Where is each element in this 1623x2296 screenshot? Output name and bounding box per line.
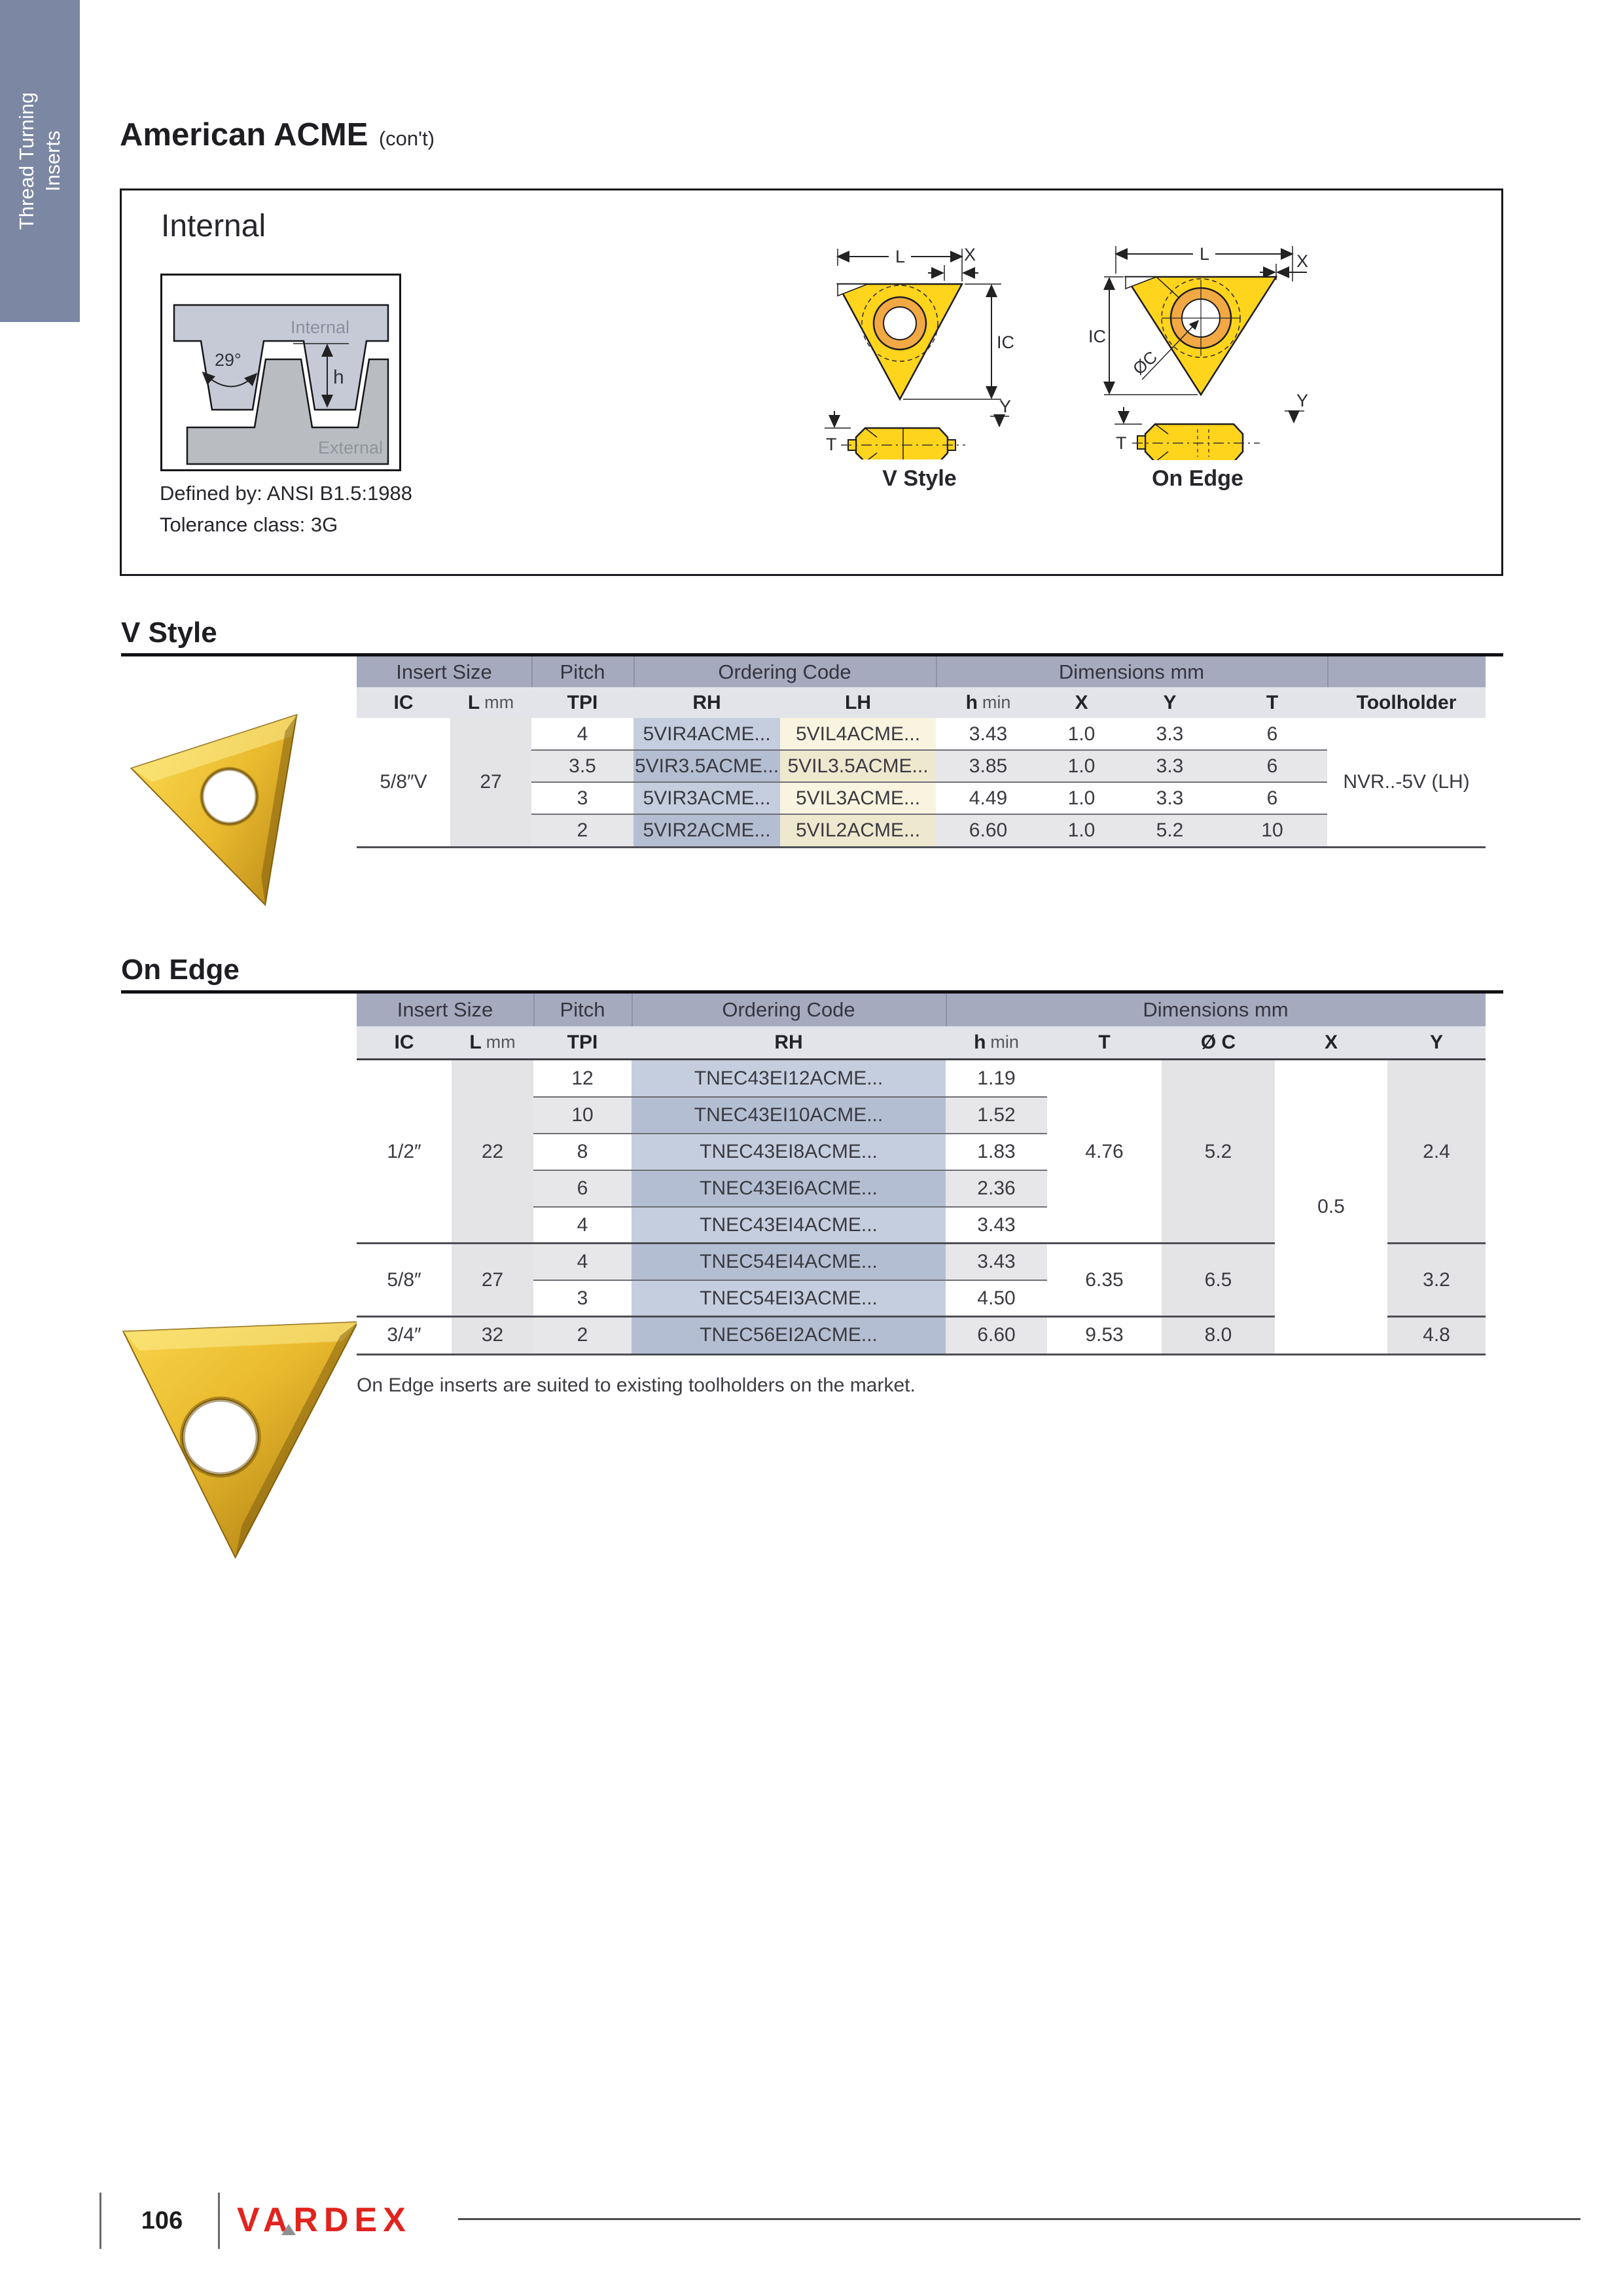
v-col-lh: LH: [845, 691, 871, 713]
table-cell: 4: [533, 1207, 632, 1244]
table-cell: 3.5: [531, 750, 633, 782]
v-style-insert-photo: [126, 699, 342, 928]
angle-label: 29°: [215, 350, 241, 370]
h-dim-label: h: [333, 367, 344, 388]
sidebar-tab-line2: Inserts: [41, 130, 64, 192]
table-cell: TNEC43EI6ACME...: [632, 1170, 946, 1207]
vardex-logo-triangle: [281, 2224, 296, 2235]
defined-by-text: Defined by: ANSI B1.5:1988: [160, 482, 413, 505]
v-insert-side-view: [856, 428, 948, 459]
oe-oc-cell: 6.5: [1162, 1244, 1275, 1317]
oe-l-cell: 32: [452, 1317, 533, 1354]
table-cell: 6.60: [946, 1317, 1047, 1354]
dim-Y-label: Y: [999, 397, 1012, 416]
oe-oc-cell: 8.0: [1162, 1317, 1275, 1354]
v-col-hmin: h min: [965, 691, 1011, 713]
table-cell: 5VIR3ACME...: [633, 782, 780, 814]
table-cell: 6: [1217, 718, 1327, 750]
dim-IC-label: IC: [1088, 327, 1106, 346]
table-cell: 4: [531, 718, 633, 750]
on-edge-section-heading: On Edge: [121, 954, 240, 986]
dim-T-label: T: [826, 435, 837, 454]
table-cell: 5VIR2ACME...: [633, 814, 780, 846]
table-cell: 6: [1217, 782, 1327, 814]
table-cell: 4.50: [946, 1280, 1047, 1317]
oe-header-ordering-code: Ordering Code: [722, 998, 855, 1021]
footer-line: [458, 2218, 1580, 2220]
on-edge-insert-side-view: [1145, 424, 1243, 460]
table-cell: 3.3: [1122, 782, 1217, 814]
table-cell: 12: [533, 1060, 632, 1097]
internal-label: Internal: [291, 317, 350, 337]
oe-t-cell: 9.53: [1047, 1317, 1162, 1354]
footer-divider-right: [218, 2193, 220, 2249]
oe-col-tpi: TPI: [567, 1031, 598, 1053]
v-col-rh: RH: [692, 691, 721, 713]
oe-x-merged-cell: 0.5: [1275, 1060, 1387, 1354]
dim-OC-label: ØC: [1128, 347, 1161, 379]
table-cell: 5.2: [1122, 814, 1217, 846]
table-cell: 1.83: [946, 1134, 1047, 1170]
dim-L-label: L: [1200, 244, 1210, 264]
v-col-ic: IC: [393, 691, 414, 713]
dim-IC-label: IC: [997, 332, 1014, 352]
footer-divider-left: [99, 2193, 101, 2249]
v-header-insert-size: Insert Size: [396, 660, 492, 683]
dim-X-label: X: [1296, 251, 1309, 271]
table-cell: 1.19: [946, 1060, 1047, 1097]
oe-l-cell: 27: [452, 1244, 533, 1317]
on-edge-insert-photo: [88, 1266, 370, 1574]
oe-y-cell: 3.2: [1387, 1244, 1486, 1317]
oe-header-dimensions: Dimensions mm: [1143, 998, 1289, 1021]
vardex-logo: VARDEX: [237, 2201, 412, 2239]
oe-oc-cell: 5.2: [1162, 1060, 1275, 1244]
table-cell: 4: [533, 1244, 632, 1280]
table-cell: 1.0: [1041, 718, 1122, 750]
table-cell: 3.43: [946, 1244, 1047, 1280]
on-edge-note: On Edge inserts are suited to existing toolholders on the market.: [357, 1374, 916, 1396]
table-cell: 3.43: [946, 1207, 1047, 1244]
table-cell: 3.85: [936, 750, 1041, 782]
v-col-y: Y: [1163, 691, 1177, 713]
table-cell: 6: [1217, 750, 1327, 782]
table-cell: 5VIL4ACME...: [780, 718, 936, 750]
v-col-tpi: TPI: [567, 691, 598, 713]
table-cell: 3: [531, 782, 633, 814]
oe-ic-cell: 3/4″: [357, 1317, 452, 1354]
v-style-section-heading: V Style: [121, 617, 217, 649]
page-title-main: American ACME: [120, 117, 368, 152]
oe-col-t: T: [1098, 1031, 1111, 1053]
on-edge-caption: On Edge: [1152, 466, 1243, 491]
table-cell: 5VIR3.5ACME...: [633, 750, 780, 782]
table-cell: 3.43: [936, 718, 1041, 750]
table-cell: 5VIR4ACME...: [633, 718, 780, 750]
dim-L-label: L: [895, 247, 906, 266]
table-cell: 10: [1217, 814, 1327, 846]
table-cell: 10: [533, 1097, 632, 1134]
oe-col-ic: IC: [394, 1031, 414, 1053]
v-col-t: T: [1266, 691, 1279, 713]
table-cell: 2: [531, 814, 633, 846]
table-cell: TNEC43EI10ACME...: [632, 1097, 946, 1134]
table-cell: 6.60: [936, 814, 1041, 846]
table-cell: TNEC43EI8ACME...: [632, 1134, 946, 1170]
v-col-x: X: [1075, 691, 1088, 713]
table-cell: 2: [533, 1317, 632, 1354]
table-cell: TNEC43EI12ACME...: [632, 1060, 946, 1097]
table-cell: 1.0: [1041, 782, 1122, 814]
table-cell: 5VIL3.5ACME...: [780, 750, 936, 782]
v-toolholder-cell: NVR..-5V (LH): [1327, 718, 1486, 846]
oe-header-pitch: Pitch: [560, 998, 605, 1021]
v-style-diagram: [805, 243, 1034, 459]
v-l-cell: 27: [450, 718, 531, 846]
v-col-l: L mm: [467, 691, 514, 713]
oe-col-rh: RH: [774, 1031, 803, 1053]
v-header-dimensions: Dimensions mm: [1058, 660, 1205, 683]
internal-heading: Internal: [161, 209, 266, 243]
thread-profile-diagram: [160, 274, 401, 471]
v-header-ordering-code: Ordering Code: [718, 660, 851, 683]
on-edge-diagram: [1077, 241, 1319, 460]
table-cell: 1.52: [946, 1097, 1047, 1134]
oe-l-cell: 22: [452, 1060, 533, 1244]
table-cell: 1.0: [1041, 814, 1122, 846]
table-cell: 8: [533, 1134, 632, 1170]
oe-ic-cell: 5/8″: [357, 1244, 452, 1317]
dim-X-label: X: [964, 245, 976, 264]
tolerance-text: Tolerance class: 3G: [160, 513, 338, 536]
oe-t-cell: 4.76: [1047, 1060, 1162, 1244]
sidebar-tab-line1: Thread Turning: [15, 92, 39, 230]
table-cell: 3.3: [1122, 750, 1217, 782]
v-style-caption: V Style: [882, 466, 957, 491]
table-cell: TNEC54EI3ACME...: [632, 1280, 946, 1317]
sidebar-tab: [0, 0, 80, 322]
table-cell: 4.49: [936, 782, 1041, 814]
table-cell: 5VIL2ACME...: [780, 814, 936, 846]
oe-col-x: X: [1324, 1031, 1338, 1053]
table-cell: TNEC56EI2ACME...: [632, 1317, 946, 1354]
footer-page-number: 106: [141, 2207, 183, 2234]
external-label: External: [318, 438, 383, 457]
table-cell: 5VIL3ACME...: [780, 782, 936, 814]
v-ic-cell: 5/8″V: [357, 718, 450, 846]
table-cell: TNEC54EI4ACME...: [632, 1244, 946, 1280]
oe-col-hmin: h min: [974, 1031, 1019, 1053]
oe-ic-cell: 1/2″: [357, 1060, 452, 1244]
oe-header-insert-size: Insert Size: [397, 998, 493, 1021]
oe-col-l: L mm: [469, 1031, 516, 1053]
v-col-toolholder: Toolholder: [1356, 691, 1457, 713]
table-cell: 1.0: [1041, 750, 1122, 782]
dim-Y-label: Y: [1296, 391, 1309, 410]
oe-y-cell: 2.4: [1387, 1060, 1486, 1244]
page-title-suffix: (con't): [378, 127, 435, 150]
thread-profile-svg: [162, 276, 399, 469]
dim-T-label: T: [1116, 433, 1127, 453]
v-header-pitch: Pitch: [560, 660, 605, 683]
table-cell: 3: [533, 1280, 632, 1317]
table-cell: 3.3: [1122, 718, 1217, 750]
oe-col-y: Y: [1429, 1031, 1443, 1053]
page-title: [120, 117, 435, 153]
oe-col-oc: Ø C: [1200, 1031, 1236, 1053]
oe-t-cell: 6.35: [1047, 1244, 1162, 1317]
table-cell: TNEC43EI4ACME...: [632, 1207, 946, 1244]
oe-y-cell: 4.8: [1387, 1317, 1486, 1354]
table-cell: 6: [533, 1170, 632, 1207]
table-cell: 2.36: [946, 1170, 1047, 1207]
